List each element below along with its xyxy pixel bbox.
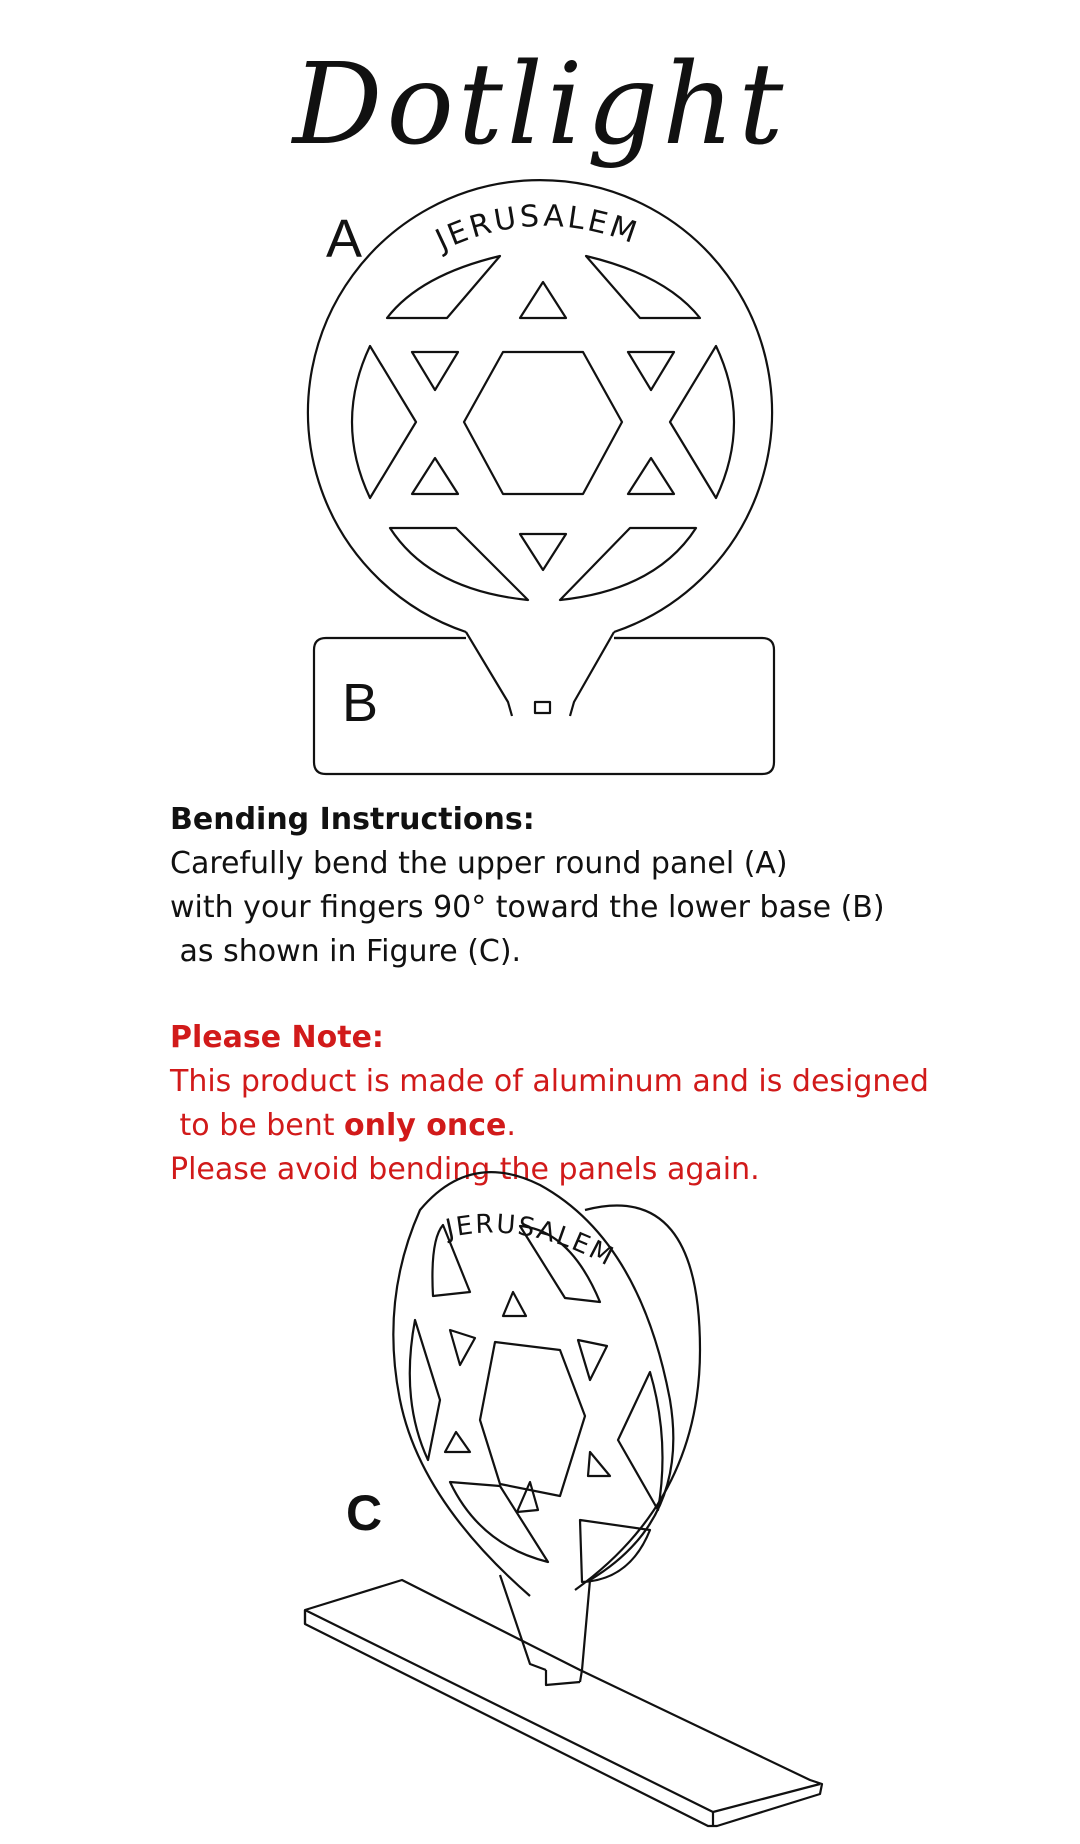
note-heading: Please Note:: [170, 1020, 384, 1055]
center-hexagon: [464, 352, 622, 494]
instructions-line-1: Carefully bend the upper round panel (A): [170, 846, 788, 881]
panel-edge: [575, 1206, 700, 1591]
label-figure-c: C: [346, 1485, 383, 1541]
right-segment: [670, 346, 734, 498]
arc-text-jerusalem-3d: JERUSALEM: [443, 1209, 620, 1273]
note-line-2: [170, 1104, 929, 1148]
top-right-segment: [586, 256, 700, 318]
instructions-line-2: with your fingers 90° toward the lower base (B): [170, 890, 885, 925]
label-panel-a: A: [326, 209, 363, 269]
base-plate-top: [305, 1580, 822, 1826]
please-note: [170, 1016, 929, 1192]
label-base-b: B: [342, 673, 379, 733]
stem-front: [500, 1575, 546, 1670]
note-line-2-emphasis: only once: [344, 1108, 507, 1143]
stem-left: [466, 632, 512, 716]
base-b-outline: [314, 638, 774, 774]
instructions-heading: Bending Instructions:: [170, 802, 535, 837]
note-line-1: This product is made of aluminum and is designed: [170, 1064, 929, 1099]
stem-right: [570, 632, 614, 716]
bending-instructions: [170, 798, 885, 974]
upper-right-point: [628, 352, 674, 390]
left-segment: [352, 346, 416, 498]
upper-left-point: [412, 352, 458, 390]
note-line-2-start: to be bent: [170, 1108, 345, 1143]
lower-right-point: [628, 458, 674, 494]
stem-back: [580, 1580, 590, 1682]
note-line-3: Please avoid bending the panels again.: [170, 1152, 760, 1187]
note-line-2-end: .: [506, 1108, 516, 1143]
top-left-segment: [387, 256, 500, 318]
lower-left-point: [412, 458, 458, 494]
arc-text-jerusalem: JERUSALEM: [430, 198, 644, 259]
figure-flat-panel: [0, 0, 1080, 800]
panel-c-outline: [393, 1172, 673, 1596]
bottom-point: [520, 534, 566, 570]
base-slot: [535, 702, 550, 713]
brand-logo: Dotlight: [292, 40, 788, 170]
instructions-line-3: as shown in Figure (C).: [170, 934, 522, 969]
top-point: [520, 282, 566, 318]
bottom-right-segment: [560, 528, 696, 600]
bottom-left-segment: [390, 528, 528, 600]
